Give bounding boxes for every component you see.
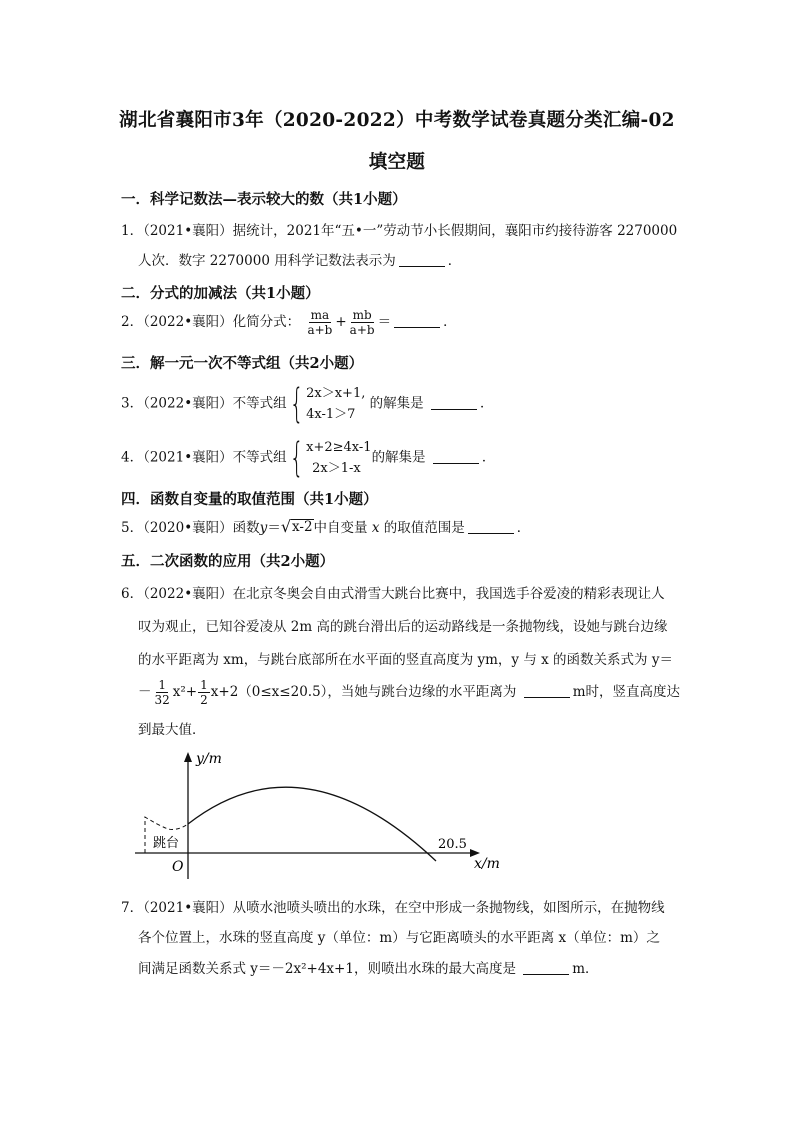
sqrt-icon: √ [280,517,292,536]
radicand: x-2 [292,519,313,535]
answer-blank-q4[interactable] [433,449,479,464]
q4-suffix: 的解集是 [371,449,426,466]
document-subtitle: 填空题 [368,152,426,173]
q5-end: ． [516,520,531,536]
inequality-row: 2x＞1-x [312,461,361,476]
section-heading-1: 一．科学记数法—表示较大的数（共1小题） [121,191,407,208]
q3-suffix: 的解集是 [369,395,424,412]
inequality-system-q3 [287,383,366,425]
inequality-row: 4x-1＞7 [306,407,356,422]
q5-suffix: 的取值范围是 [383,520,465,536]
platform-label: 跳台 [153,836,180,851]
q1-end: ． [447,253,462,269]
x-squared-term: x²+ [172,684,198,700]
brace-icon: { [289,381,304,427]
fraction-denominator: 2 [200,693,208,707]
q4-end: ． [481,449,496,466]
inequality-row: 2x＞x+1, [306,386,366,401]
q6-line2: 叹为观止，已知谷爱凌从 2m 高的跳台滑出后的运动路线是一条抛物线，设她与跳台边缘 [138,619,668,635]
section-heading-4: 四．函数自变量的取值范围（共1小题） [121,491,378,508]
answer-blank-q7[interactable] [523,960,569,975]
q6-line4-rest: x+2（0≤x≤20.5），当她与跳台边缘的水平距离为 [210,684,517,700]
y-axis-label: y/m [196,751,222,767]
q6-line5: 到最大值． [138,722,206,738]
fraction-denominator: 32 [154,693,170,707]
q4-line [121,437,495,479]
q1-line1: 1．（2021•襄阳）据统计，2021年“五•一”劳动节小长假期间，襄阳市约接待游客 2270000 [121,223,678,239]
fraction-mb [348,308,377,337]
q6-line4 [138,678,680,707]
q3-prefix: 3．（2022•襄阳）不等式组 [121,395,287,412]
fraction-1-32 [153,678,172,707]
answer-blank-q1[interactable] [399,252,445,267]
q3-end: ． [479,395,494,412]
ski-jump-figure [130,745,520,880]
q5-prefix: 5．（2020•襄阳）函数 [121,520,260,536]
q3-line [121,383,493,425]
equals-sign: ＝ [267,520,281,536]
section-heading-2: 二．分式的加减法（共1小题） [121,285,320,302]
q5-mid: 中自变量 [313,520,368,536]
fraction-denominator: a+b [349,323,375,337]
equals-sign: ＝ [377,314,392,330]
q5-line [121,516,530,536]
var-y: y [259,520,268,536]
origin-label: O [172,859,184,875]
fraction-numerator: 1 [158,678,166,692]
q2-end: ． [443,314,457,330]
q6-line4-end: m时，竖直高度达 [572,684,681,700]
trajectory-curve [188,787,436,861]
inequality-row: x+2≥4x-1 [306,440,372,455]
q6-line3: 的水平距离为 xm，与跳台底部所在水平面的竖直高度为 ym，y 与 x 的函数关系式为 y＝ [138,652,673,668]
q6-line1: 6．（2022•襄阳）在北京冬奥会自由式滑雪大跳台比赛中，我国选手谷爱凌的精彩表现让人 [121,586,665,602]
document-title: 湖北省襄阳市3年（2020-2022）中考数学试卷真题分类汇编-02 [119,110,675,131]
fraction-numerator: mb [352,308,372,322]
q7-line1: 7．（2021•襄阳）从喷水池喷头喷出的水珠，在空中形成一条抛物线，如图所示，在抛物线 [121,900,665,916]
fraction-numerator: 1 [200,678,208,692]
answer-blank-q5[interactable] [468,519,514,534]
x-end-label: 20.5 [438,837,467,852]
fraction-numerator: ma [310,308,330,322]
q1-line2 [138,249,461,269]
q2-line [121,308,457,337]
q2-prefix: 2．（2022•襄阳）化简分式： [121,314,301,330]
q7-line2: 各个位置上，水珠的竖直高度 y（单位：m）与它距离喷头的水平距离 x（单位：m）之 [138,930,660,946]
answer-blank-q3[interactable] [431,395,477,410]
q7-line3 [138,957,599,977]
x-axis-label: x/m [474,856,500,872]
q1-text: 人次．数字 2270000 用科学记数法表示为 [138,253,396,269]
plus-sign: + [335,314,347,330]
var-x: x [371,520,380,536]
fraction-1-2 [198,678,210,707]
answer-blank-q2[interactable] [394,313,440,328]
answer-blank-q6[interactable] [524,683,570,698]
y-axis-arrow-icon [184,752,192,762]
brace-icon: { [289,435,304,481]
inequality-system-q4 [287,437,372,479]
section-heading-5: 五．二次函数的应用（共2小题） [121,553,335,570]
q7-end: m． [572,961,599,977]
q7-text: 间满足函数关系式 y＝－2x²+4x+1，则喷出水珠的最大高度是 [138,961,516,977]
q4-prefix: 4．（2021•襄阳）不等式组 [121,449,287,466]
fraction-ma [305,308,334,337]
minus-sign: － [138,684,152,700]
section-heading-3: 三．解一元一次不等式组（共2小题） [121,355,364,372]
fraction-denominator: a+b [307,323,333,337]
sqrt-expression [281,519,314,535]
